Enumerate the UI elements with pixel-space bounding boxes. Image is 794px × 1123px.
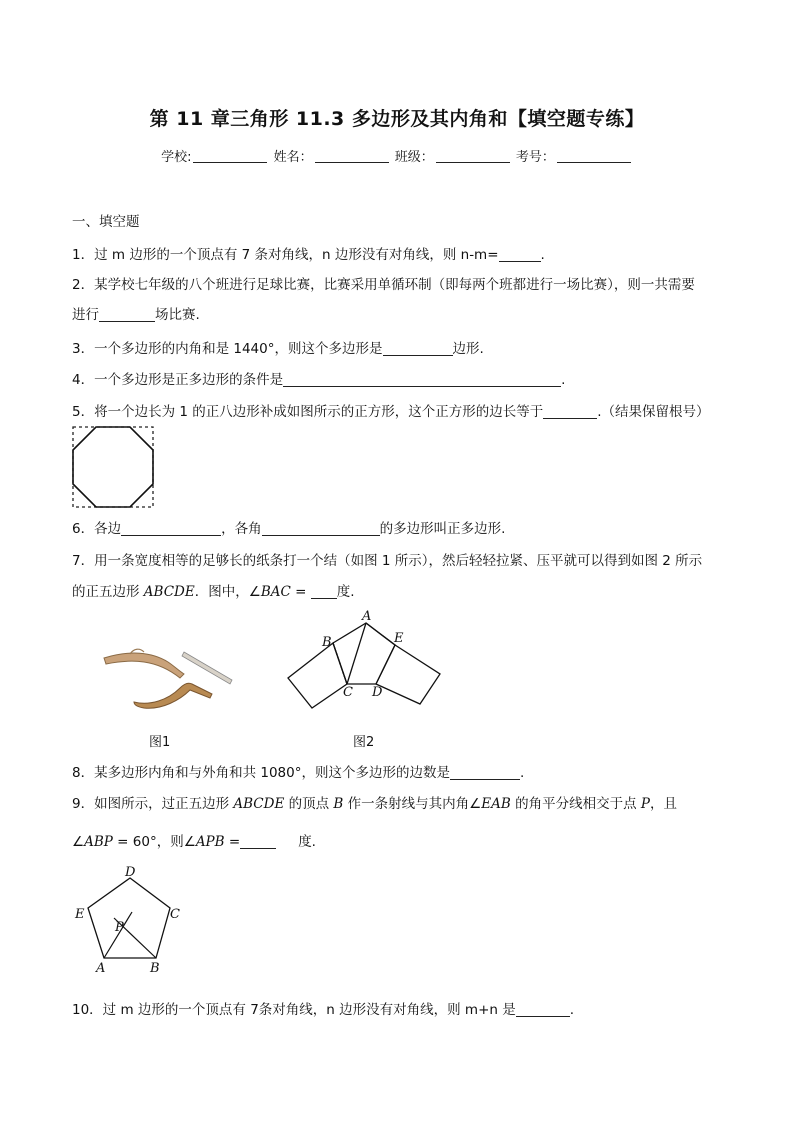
pentagon-knot-figure [284, 608, 444, 718]
answer-blank[interactable] [99, 308, 155, 322]
label-C: C [343, 685, 353, 700]
label-C: C [170, 907, 180, 922]
label-E: E [75, 907, 85, 922]
answer-blank[interactable] [499, 248, 541, 262]
label-D: D [372, 685, 383, 700]
question-5: 5．将一个边长为 1 的正八边形补成如图所示的正方形，这个正方形的边长等于 .（结果保留根号） [72, 404, 710, 420]
question-7-line-1: 7．用一条宽度相等的足够长的纸条打一个结（如图 1 所示），然后轻轻拉紧、压平就可以得到如图 2 所示 [72, 553, 703, 569]
bisector-from-A [104, 912, 132, 958]
question-6: 6．各边 ，各角 的多边形叫正多边形. [72, 521, 506, 537]
question-10: 10．过 m 边形的一个顶点有 7条对角线，n 边形没有对角线，则 m+n 是 . [72, 1002, 575, 1018]
question-1: 1．过 m 边形的一个顶点有 7 条对角线，n 边形没有对角线，则 n-m= . [72, 247, 545, 263]
right-strip [376, 645, 440, 704]
name-blank[interactable] [315, 149, 389, 163]
label-D: D [125, 865, 136, 880]
knot-strip-lower [134, 683, 212, 708]
document-title: 第 11 章三角形 11.3 多边形及其内角和【填空题专练】 [149, 108, 645, 130]
answer-blank[interactable] [283, 373, 561, 387]
answer-blank[interactable] [121, 522, 221, 536]
label-B: B [150, 961, 160, 976]
label-B: B [322, 635, 332, 650]
exam-no-blank[interactable] [557, 149, 631, 163]
label-P: P [115, 920, 124, 935]
question-9-line-2: ∠ABP = 60°，则∠APB = 度. [72, 834, 316, 850]
figure-1-caption: 图1 [149, 735, 171, 750]
octagon-in-square-figure [70, 424, 156, 510]
school-blank[interactable] [193, 149, 267, 163]
class-blank[interactable] [436, 149, 510, 163]
pentagon [333, 623, 395, 684]
pentagon-figure [70, 864, 186, 976]
answer-blank[interactable] [311, 585, 337, 599]
question-4: 4．一个多边形是正多边形的条件是 . [72, 372, 566, 388]
answer-blank[interactable] [450, 766, 520, 780]
figure-2-caption: 图2 [353, 735, 375, 750]
question-2-line-2: 进行 场比赛. [72, 307, 200, 323]
edge-AE [366, 623, 395, 645]
answer-blank[interactable] [543, 405, 597, 419]
question-2-line-1: 2．某学校七年级的八个班进行足球比赛，比赛采用单循环制（即每两个班都进行一场比赛），则一共需要 [72, 277, 695, 293]
question-8: 8．某多边形内角和与外角和共 1080°，则这个多边形的边数是 . [72, 765, 525, 781]
exam-no-label: 考号： [515, 150, 555, 165]
section-heading: 一、填空题 [72, 214, 140, 230]
question-9-line-1: 9．如图所示，过正五边形 ABCDE 的顶点 B 作一条射线与其内角∠EAB 的角平分线相交于点 P，且 [72, 796, 677, 812]
knot-strip-thin [182, 652, 232, 684]
name-label: 姓名： [273, 150, 313, 165]
left-strip [288, 643, 347, 708]
answer-blank[interactable] [383, 342, 453, 356]
student-info-line [0, 146, 794, 165]
label-A: A [96, 961, 106, 976]
answer-blank[interactable] [516, 1003, 570, 1017]
label-A: A [362, 609, 372, 624]
knot-strip-upper [104, 653, 184, 678]
class-label: 班级： [394, 150, 434, 165]
octagon [73, 427, 153, 507]
answer-blank[interactable] [262, 522, 380, 536]
paper-knot-photo [100, 640, 240, 712]
school-label: 学校: [161, 150, 192, 165]
answer-blank[interactable] [240, 835, 276, 849]
question-3: 3．一个多边形的内角和是 1440°，则这个多边形是 边形. [72, 341, 484, 357]
label-E: E [394, 631, 404, 646]
question-7-line-2: 的正五边形 ABCDE．图中，∠BAC = 度. [72, 584, 355, 600]
